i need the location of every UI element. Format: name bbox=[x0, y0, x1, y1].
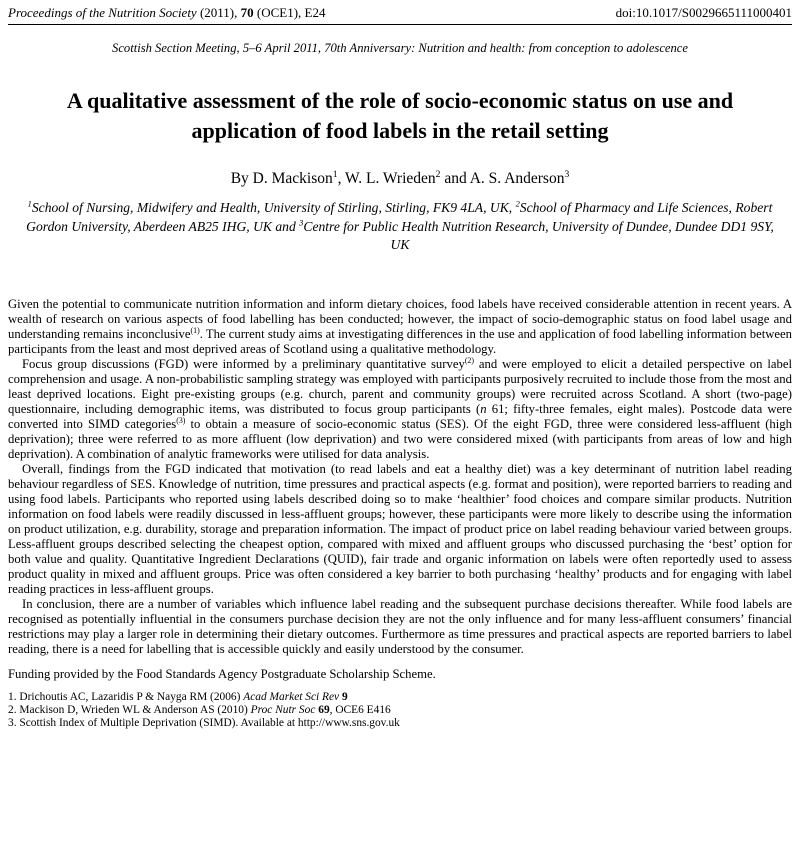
funding-note: Funding provided by the Food Standards Agency Postgraduate Scholarship Scheme. bbox=[8, 666, 436, 681]
paragraph-4: In conclusion, there are a number of variables which influence label reading and the subsequent purchase decisions thereafter. While food labels are recognised as potentially influential in the consumers purchase decision they are not the only influence and for many less-affluent consumers’ financial restrictions may play a larger role in determining their dietary outcomes. Furthermore as time pressures and practical aspects are reported barriers to label reading, there is a need for labelling that is accessible quickly and easily understood by the consumer. bbox=[8, 596, 792, 656]
abstract-body bbox=[8, 297, 792, 657]
affiliations: $^1$School of Nursing, Midwifery and Health, University of Stirling, Stirling, FK9 4LA, UK, $^2$School of Pharmacy and Life Sciences, Robert Gordon University, Aberdeen AB25 IHG, UK and $^3$Centre for Public Health Nutrition Research, University of Dundee, Dundee DD1 9SY, UK bbox=[26, 198, 774, 252]
reference-list bbox=[8, 691, 792, 730]
journal-header bbox=[8, 5, 792, 21]
authors-line: By D. Mackison$^1$, W. L. Wrieden$^2$ and A. S. Anderson$^3$ bbox=[230, 168, 570, 187]
meeting-line: Scottish Section Meeting, 5–6 April 2011, 70th Anniversary: Nutrition and health: from conception to adolescence bbox=[112, 41, 688, 55]
doi-text: doi:10.1017/S0029665111000401 bbox=[615, 5, 792, 20]
header-rule bbox=[8, 24, 792, 25]
reference-item-3: 3. Scottish Index of Multiple Deprivation (SIMD). Available at http://www.sns.gov.uk bbox=[8, 716, 400, 729]
article-title: A qualitative assessment of the role of socio-economic status on use and application of food labels in the retail setting bbox=[66, 88, 734, 143]
paragraph-3: Overall, findings from the FGD indicated that motivation (to read labels and eat a healthy diet) was a key determinant of nutrition label reading behaviour regardless of SES. Knowledge of nutrition, time pressures and practical aspects (e.g. format and position), were reported barriers to reading and using food labels. Participants who reported using labels described doing so to make ‘healthier’ food choices and compare similar products. Nutrition information on food labels were readily discussed in less-affluent groups; however, these participants were more likely to describe using the information on product utilization, e.g. durability, storage and preparation information. The impact of product price on label reading behaviour varied between groups. Less-affluent groups described selecting the cheapest option, compared with mixed and affluent groups who discussed purchasing the ‘best’ option for both value and quality. Quantitative Ingredient Declarations (QUID), fair trade and organic information on labels were often reportedly used to assess product quality in mixed and affluent groups. Price was often considered a key barrier to both purchasing ‘healthy’ products and for engaging with label reading practices in less-affluent groups. bbox=[8, 461, 792, 596]
reference-item-2: 2. Mackison D, Wrieden WL & Anderson AS (2010) Proc Nutr Soc 69, OCE6 E416 bbox=[8, 703, 391, 716]
paragraph-1: Given the potential to communicate nutrition information and inform dietary choices, food labels have received considerable attention in recent years. A wealth of research on various aspects of food labelling has been conducted; however, the impact of socio-demographic status on food label usage and understanding remains inconclusive$^{(1)}$. The current study aims at investigating differences in the use and application of food labelling information between participants from the least and most deprived areas of Scotland using a qualitative methodology. bbox=[8, 296, 792, 356]
reference-item-1: 1. Drichoutis AC, Lazaridis P & Nayga RM (2006) Acad Market Sci Rev 9 bbox=[8, 690, 348, 703]
paragraph-2: Focus group discussions (FGD) were informed by a preliminary quantitative survey$^{(2)}$ and were employed to elicit a detailed perspective on label comprehension and usage. A non-probabilistic sampling strategy was employed with participants purposively recruited to include those from the most and least deprived locations. Eight pre-existing groups (e.g. church, parent and community groups) were recruited across Scotland. A short (two-page) questionnaire, including demographic items, was distributed to focus group participants (n 61; fifty-three females, eight males). Postcode data were converted into SIMD categories$^{(3)}$ to obtain a measure of socio-economic status (SES). Of the eight FGD, three were considered less-affluent (high deprivation); three were referred to as more affluent (low deprivation) and two were considered mixed (with participants from areas of low and high deprivation). A combination of analytic frameworks were utilised for data analysis. bbox=[8, 355, 793, 461]
journal-citation: Proceedings of the Nutrition Society (2011), 70 (OCE1), E24 bbox=[8, 5, 326, 20]
